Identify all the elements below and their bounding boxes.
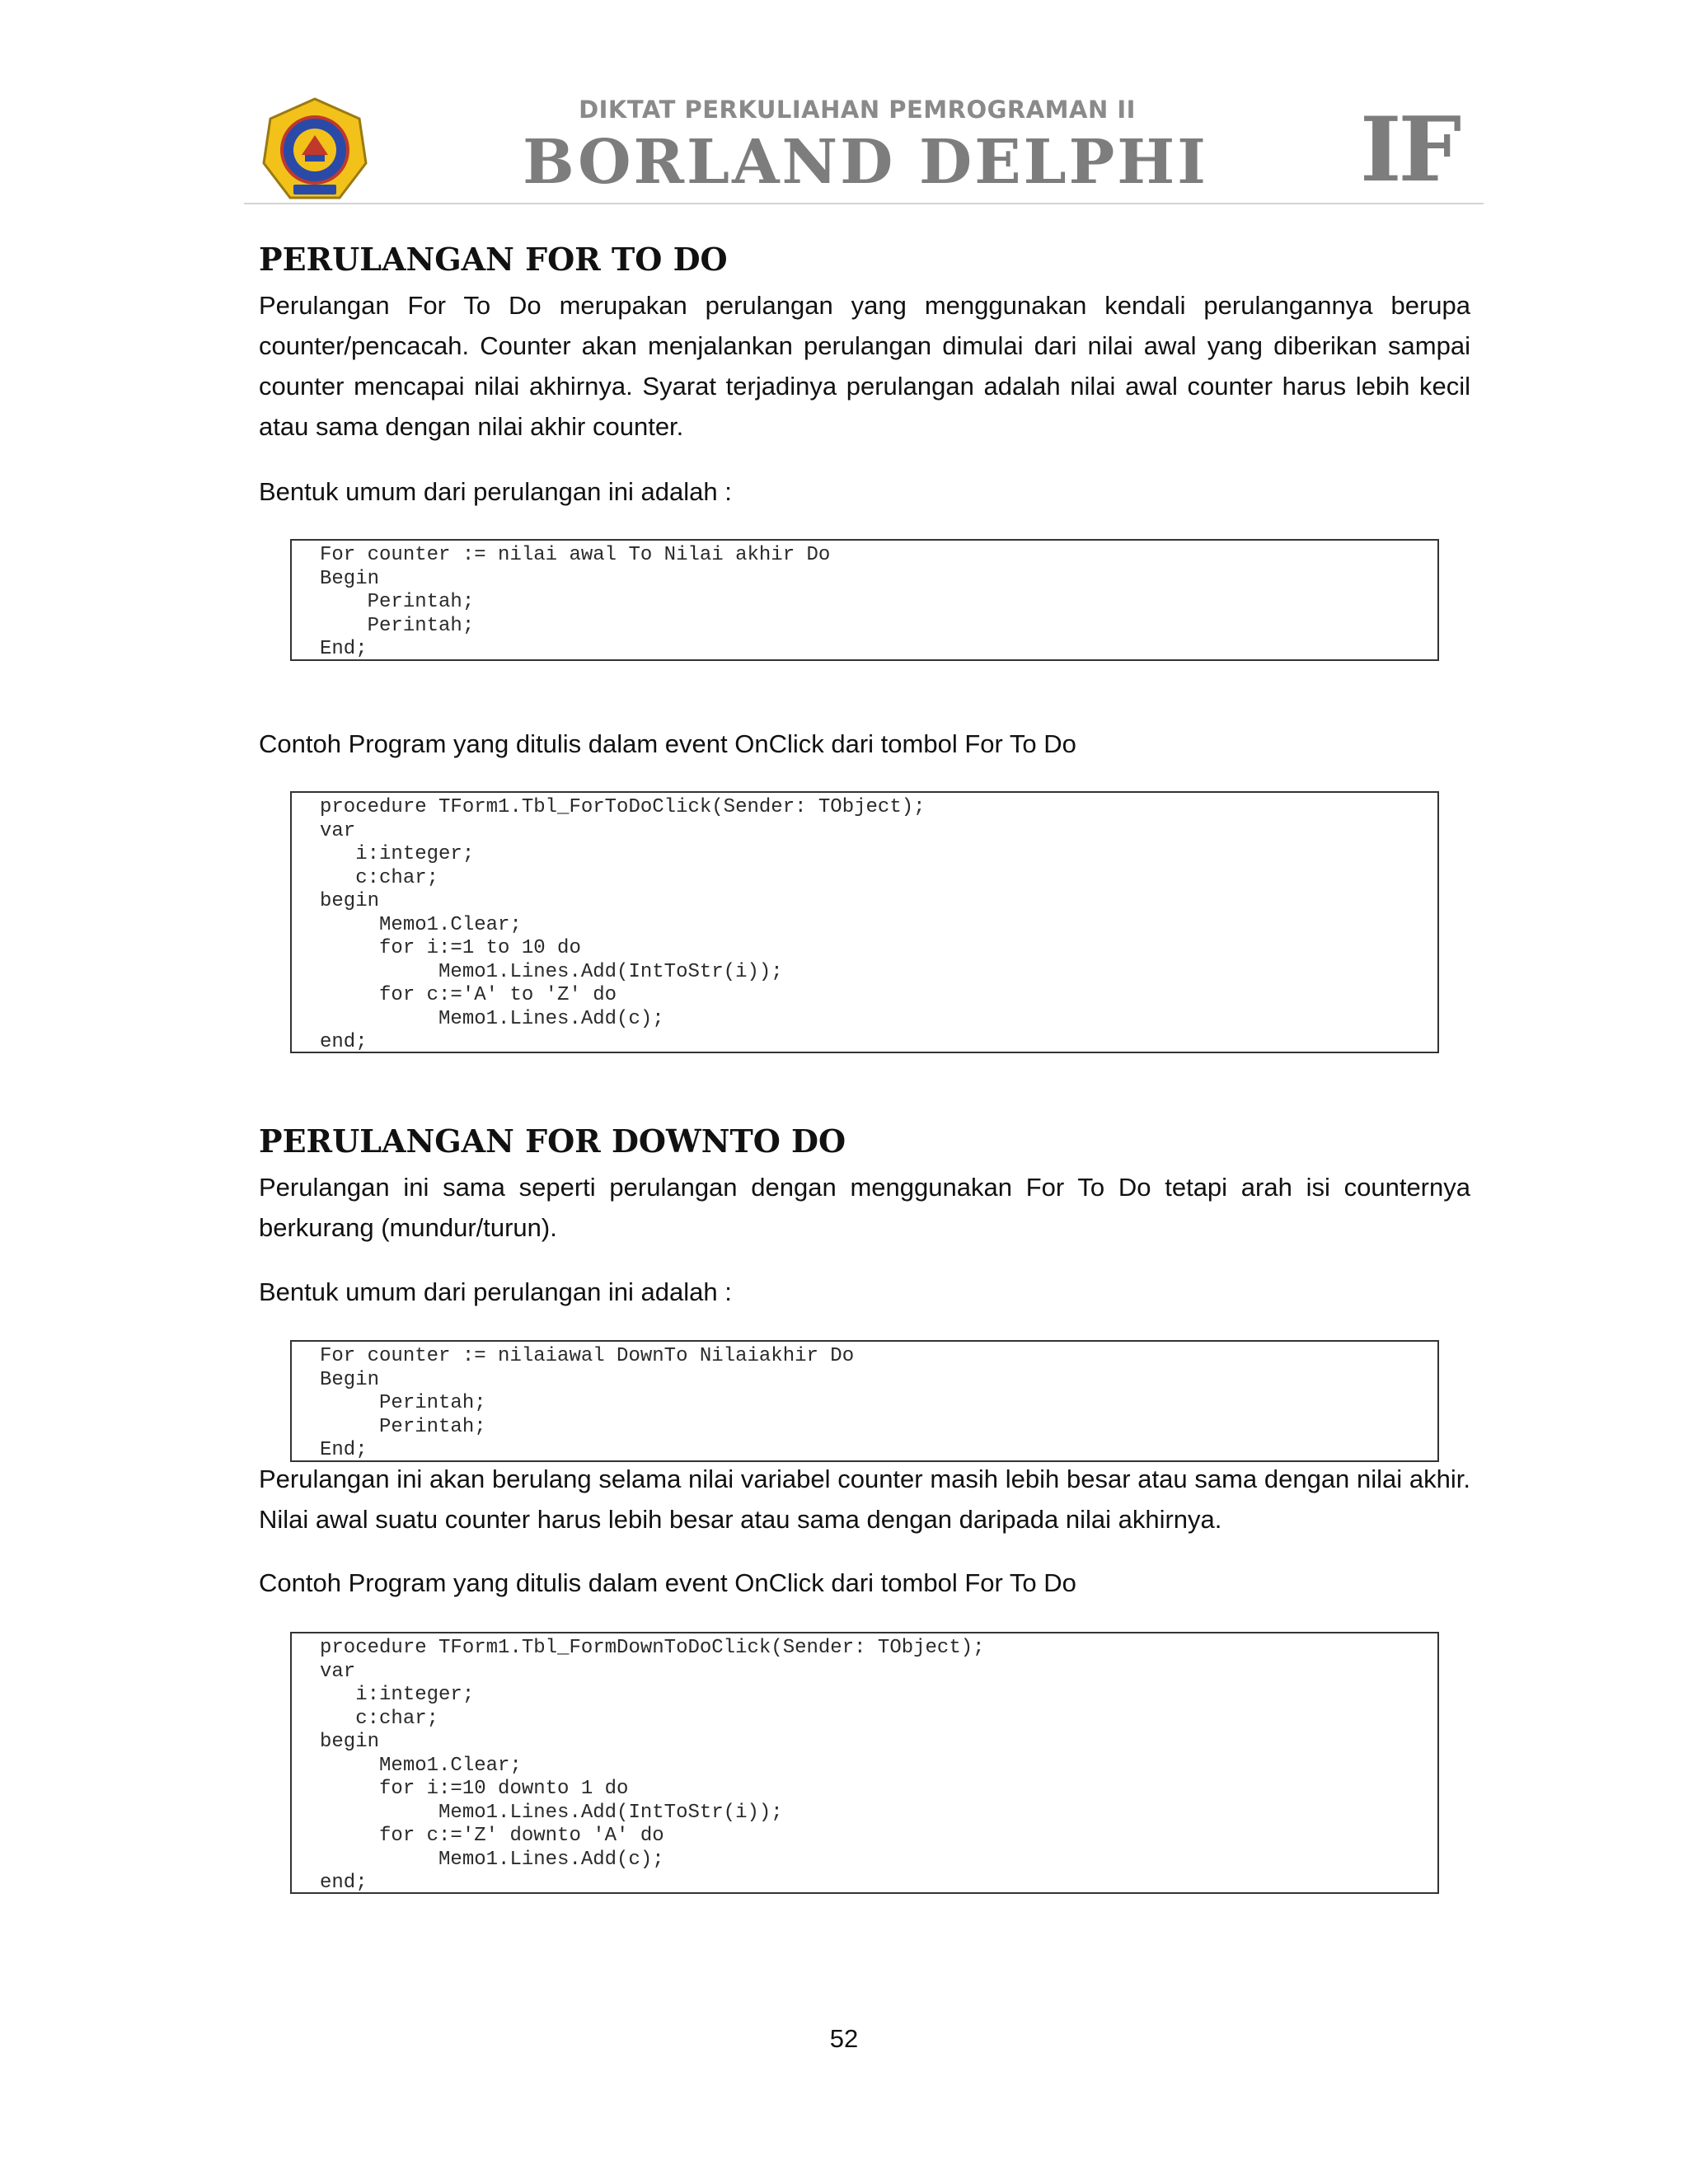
header-subtitle: DIKTAT PERKULIAHAN PEMROGRAMAN II — [579, 96, 1136, 124]
code-block-form — [290, 539, 1439, 661]
code-block-form — [290, 1340, 1439, 1462]
section-heading-for-downto-do: PERULANGAN FOR DOWNTO DO — [259, 1122, 846, 1160]
section1-form-intro: Bentuk umum dari perulangan ini adalah : — [259, 477, 732, 506]
code-text: procedure TForm1.Tbl_FormDownToDoClick(Sender: TObject); var i:integer; c:char; begin Memo1.Clear; for i:=10 downto 1 do Memo1.Lines.Add(IntToStr(i)); for c:='Z' downto 'A' do Memo1.Lines.Add(c); end; — [320, 1637, 985, 1894]
page-number: 52 — [829, 2024, 859, 2053]
header-title: BORLAND DELPHI — [523, 127, 1208, 198]
header-mark: IF — [1360, 98, 1459, 202]
university-logo — [260, 96, 369, 204]
section1-paragraph: Perulangan For To Do merupakan perulangan yang menggunakan kendali perulangannya berupa counter/pencacah. Counter akan menjalankan perulangan dimulai dari nilai awal yang diberikan sampai counter mencapai nilai akhirnya. Syarat terjadinya perulangan adalah nilai awal counter harus lebih kecil atau sama dengan nilai akhir counter. — [259, 291, 1470, 441]
section2-form-intro: Bentuk umum dari perulangan ini adalah : — [259, 1277, 732, 1306]
header-divider — [244, 203, 1484, 204]
section-heading-for-to-do: PERULANGAN FOR TO DO — [259, 241, 728, 278]
code-text: For counter := nilaiawal DownTo Nilaiakhir Do Begin Perintah; Perintah; End; — [320, 1345, 855, 1461]
section1-example-intro: Contoh Program yang ditulis dalam event OnClick dari tombol For To Do — [259, 729, 1076, 758]
code-block-example — [290, 791, 1439, 1053]
section2-paragraph: Perulangan ini sama seperti perulangan dengan menggunakan For To Do tetapi arah isi counternya berkurang (mundur/turun). — [259, 1173, 1470, 1242]
code-text: procedure TForm1.Tbl_ForToDoClick(Sender: TObject); var i:integer; c:char; begin Memo1.Clear; for i:=1 to 10 do Memo1.Lines.Add(IntToStr(i)); for c:='A' to 'Z' do Memo1.Lines.Add(c); end; — [320, 796, 926, 1053]
section2-paragraph-2: Perulangan ini akan berulang selama nilai variabel counter masih lebih besar atau sama dengan nilai akhir. Nilai awal suatu counter harus lebih besar atau sama dengan daripada nilai akhirnya. — [259, 1465, 1470, 1534]
code-text: For counter := nilai awal To Nilai akhir Do Begin Perintah; Perintah; End; — [320, 544, 831, 660]
code-block-example — [290, 1632, 1439, 1894]
section2-example-intro: Contoh Program yang ditulis dalam event OnClick dari tombol For To Do — [259, 1568, 1076, 1597]
